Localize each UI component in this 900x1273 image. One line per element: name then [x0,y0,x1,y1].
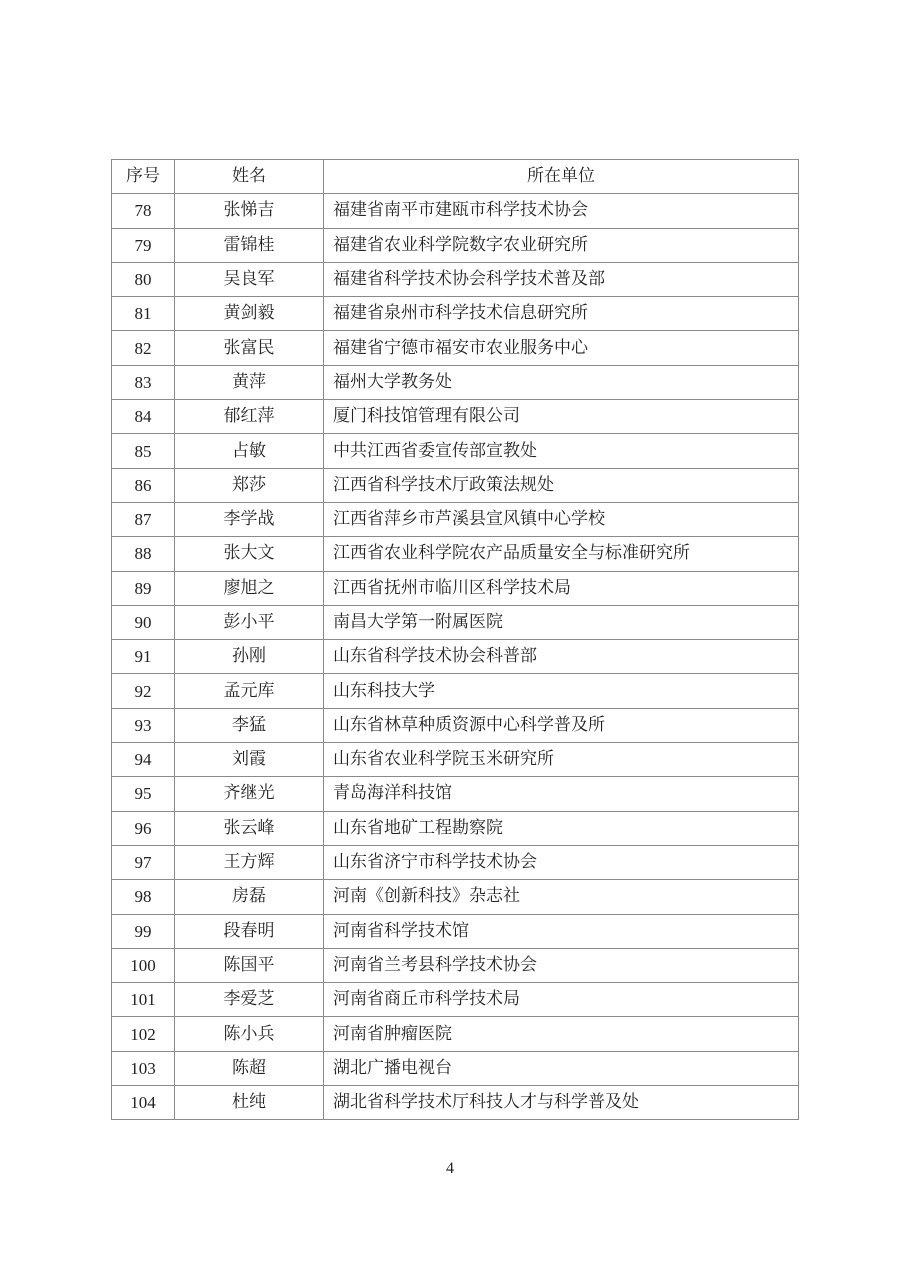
cell-name: 段春明 [175,914,324,948]
table-row [112,365,799,399]
cell-serial-number: 78 [112,194,175,228]
cell-name: 陈小兵 [175,1017,324,1051]
header-organization: 所在单位 [324,160,799,194]
cell-organization: 河南省商丘市科学技术局 [324,983,799,1017]
cell-name: 王方辉 [175,845,324,879]
cell-serial-number: 95 [112,777,175,811]
table-row [112,743,799,777]
cell-organization: 江西省农业科学院农产品质量安全与标准研究所 [324,537,799,571]
cell-organization: 山东省林草种质资源中心科学普及所 [324,708,799,742]
table-row [112,571,799,605]
cell-organization: 福建省农业科学院数字农业研究所 [324,228,799,262]
table-row [112,400,799,434]
cell-name: 张云峰 [175,811,324,845]
table-header-row [112,160,799,194]
table-row [112,297,799,331]
cell-serial-number: 79 [112,228,175,262]
table-row [112,811,799,845]
cell-name: 雷锦桂 [175,228,324,262]
cell-name: 孙刚 [175,640,324,674]
cell-name: 齐继光 [175,777,324,811]
cell-name: 张富民 [175,331,324,365]
cell-serial-number: 99 [112,914,175,948]
cell-organization: 湖北广播电视台 [324,1051,799,1085]
cell-organization: 福州大学教务处 [324,365,799,399]
cell-name: 刘霞 [175,743,324,777]
cell-organization: 河南省科学技术馆 [324,914,799,948]
cell-name: 张大文 [175,537,324,571]
cell-serial-number: 85 [112,434,175,468]
table-row [112,845,799,879]
cell-name: 陈超 [175,1051,324,1085]
table-row [112,434,799,468]
cell-serial-number: 87 [112,502,175,536]
cell-name: 彭小平 [175,605,324,639]
table-row [112,194,799,228]
cell-serial-number: 100 [112,948,175,982]
cell-serial-number: 93 [112,708,175,742]
table-row [112,948,799,982]
cell-organization: 江西省科学技术厅政策法规处 [324,468,799,502]
table-row [112,605,799,639]
cell-serial-number: 102 [112,1017,175,1051]
cell-organization: 山东省地矿工程勘察院 [324,811,799,845]
cell-name: 孟元库 [175,674,324,708]
cell-name: 郑莎 [175,468,324,502]
cell-name: 张悌吉 [175,194,324,228]
cell-serial-number: 104 [112,1086,175,1120]
cell-serial-number: 91 [112,640,175,674]
cell-organization: 厦门科技馆管理有限公司 [324,400,799,434]
roster-table [111,159,799,1120]
cell-organization: 山东科技大学 [324,674,799,708]
cell-organization: 湖北省科学技术厅科技人才与科学普及处 [324,1086,799,1120]
cell-serial-number: 96 [112,811,175,845]
cell-serial-number: 101 [112,983,175,1017]
cell-serial-number: 90 [112,605,175,639]
table-row [112,1086,799,1120]
cell-serial-number: 84 [112,400,175,434]
cell-name: 郁红萍 [175,400,324,434]
cell-serial-number: 98 [112,880,175,914]
cell-name: 李猛 [175,708,324,742]
table-row [112,777,799,811]
cell-organization: 福建省科学技术协会科学技术普及部 [324,262,799,296]
cell-organization: 河南省兰考县科学技术协会 [324,948,799,982]
table-row [112,880,799,914]
cell-name: 廖旭之 [175,571,324,605]
header-serial-number: 序号 [112,160,175,194]
table-row [112,331,799,365]
table-row [112,983,799,1017]
cell-serial-number: 103 [112,1051,175,1085]
cell-serial-number: 92 [112,674,175,708]
cell-organization: 山东省科学技术协会科普部 [324,640,799,674]
cell-name: 黄剑毅 [175,297,324,331]
cell-name: 陈国平 [175,948,324,982]
table-row [112,537,799,571]
cell-organization: 中共江西省委宣传部宣教处 [324,434,799,468]
cell-name: 吴良军 [175,262,324,296]
table-row [112,1051,799,1085]
table-row [112,674,799,708]
table-body [112,194,799,1120]
cell-serial-number: 97 [112,845,175,879]
cell-organization: 山东省济宁市科学技术协会 [324,845,799,879]
table-row [112,640,799,674]
table-row [112,708,799,742]
cell-name: 占敏 [175,434,324,468]
cell-serial-number: 89 [112,571,175,605]
cell-serial-number: 80 [112,262,175,296]
table-row [112,914,799,948]
page-number: 4 [446,1160,454,1177]
cell-organization: 南昌大学第一附属医院 [324,605,799,639]
cell-organization: 福建省宁德市福安市农业服务中心 [324,331,799,365]
cell-serial-number: 81 [112,297,175,331]
table-row [112,502,799,536]
cell-organization: 江西省萍乡市芦溪县宣风镇中心学校 [324,502,799,536]
cell-organization: 福建省泉州市科学技术信息研究所 [324,297,799,331]
cell-organization: 青岛海洋科技馆 [324,777,799,811]
header-name: 姓名 [175,160,324,194]
cell-serial-number: 86 [112,468,175,502]
cell-serial-number: 94 [112,743,175,777]
cell-organization: 河南省肿瘤医院 [324,1017,799,1051]
cell-serial-number: 83 [112,365,175,399]
cell-organization: 福建省南平市建瓯市科学技术协会 [324,194,799,228]
cell-name: 杜纯 [175,1086,324,1120]
cell-serial-number: 88 [112,537,175,571]
table-row [112,228,799,262]
cell-organization: 河南《创新科技》杂志社 [324,880,799,914]
cell-name: 李爱芝 [175,983,324,1017]
cell-organization: 山东省农业科学院玉米研究所 [324,743,799,777]
table-row [112,1017,799,1051]
cell-name: 黄萍 [175,365,324,399]
table-row [112,262,799,296]
table-row [112,468,799,502]
cell-organization: 江西省抚州市临川区科学技术局 [324,571,799,605]
cell-name: 房磊 [175,880,324,914]
cell-serial-number: 82 [112,331,175,365]
cell-name: 李学战 [175,502,324,536]
